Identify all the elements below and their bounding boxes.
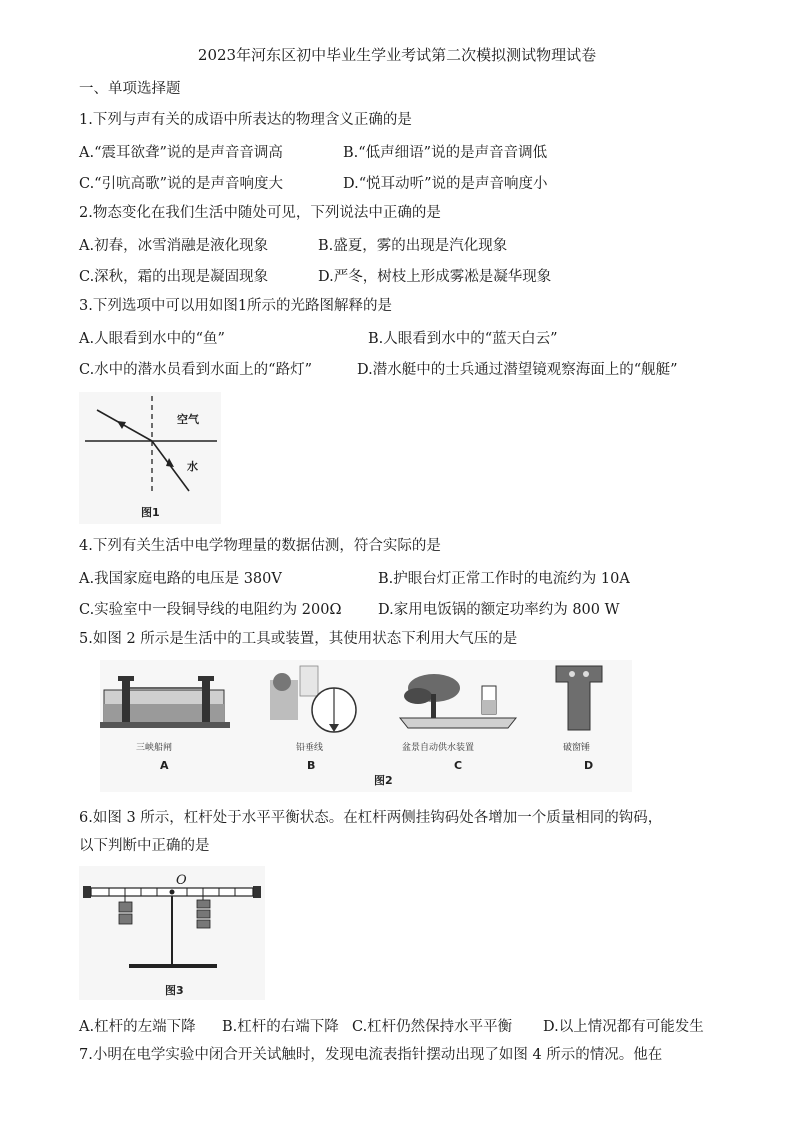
q3-option-b: B.人眼看到水中的“蓝天白云”: [368, 331, 558, 347]
question-1-stem: 1.下列与声有关的成语中所表达的物理含义正确的是: [79, 112, 412, 128]
lever-stand-base: [129, 964, 217, 968]
exam-title: 2023年河东区初中毕业生学业考试第二次模拟测试物理试卷: [197, 46, 597, 64]
q6-option-d: D.以上情况都有可能发生: [543, 1019, 704, 1035]
figure-2-caption: 图2: [374, 774, 393, 787]
figure-3-caption: 图3: [165, 984, 184, 997]
q2-option-a: A.初春，冰雪消融是液化现象: [79, 238, 269, 254]
figure-3-lever: [79, 866, 265, 1000]
figure-2-devices: [100, 660, 632, 792]
label-water: 水: [187, 460, 198, 473]
question-6-stem-line-1: 6.如图 3 所示，杠杆处于水平平衡状态。在杠杆两侧挂钩码处各增加一个质量相同的钩码，: [79, 810, 663, 826]
q6-option-a: A.杠杆的左端下降: [79, 1019, 196, 1035]
fig2-c-letter: C: [454, 759, 463, 772]
q3-option-d: D.潜水艇中的士兵通过潜望镜观察海面上的“舰艇”: [357, 362, 678, 378]
right-hook-weights: [197, 896, 210, 928]
section-heading: 一、单项选择题: [79, 81, 181, 97]
fig2-a-name: 三峡船闸: [136, 743, 173, 753]
q2-option-d: D.严冬，树枝上形成雾凇是凝华现象: [318, 269, 552, 285]
question-4-stem: 4.下列有关生活中电学物理量的数据估测，符合实际的是: [79, 538, 441, 554]
q1-option-a: A.“震耳欲聋”说的是声音音调高: [79, 145, 283, 161]
q2-option-b: B.盛夏，雾的出现是汽化现象: [318, 238, 508, 254]
q4-option-a: A.我国家庭电路的电压是 380V: [79, 571, 282, 587]
q6-option-c: C.杠杆仍然保持水平平衡: [352, 1019, 513, 1035]
q4-option-d: D.家用电饭锅的额定功率约为 800 W: [378, 602, 620, 618]
q4-option-c: C.实验室中一段铜导线的电阻约为 200Ω: [79, 602, 342, 618]
fig2-b-letter: B: [307, 759, 316, 772]
q3-option-c: C.水中的潜水员看到水面上的“路灯”: [79, 362, 313, 378]
fig2-c-name: 盆景自动供水装置: [402, 743, 475, 753]
q1-option-b: B.“低声细语”说的是声音音调低: [343, 145, 548, 161]
q3-option-a: A.人眼看到水中的“鱼”: [79, 331, 225, 347]
q1-option-d: D.“悦耳动听”说的是声音响度小: [343, 176, 548, 192]
figure-1-light-path: [79, 392, 221, 524]
question-7-stem: 7.小明在电学实验中闭合开关试触时，发现电流表指针摆动出现了如图 4 所示的情况。他在: [79, 1047, 663, 1063]
fig2-d-letter: D: [584, 759, 594, 772]
left-balance-nut: [83, 886, 91, 898]
right-balance-nut: [253, 886, 261, 898]
fig2-a-letter: A: [160, 759, 169, 772]
question-2-stem: 2.物态变化在我们生活中随处可见，下列说法中正确的是: [79, 205, 441, 221]
question-6-stem-line-2: 以下判断中正确的是: [79, 838, 210, 854]
q4-option-b: B.护眼台灯正常工作时的电流约为 10A: [378, 571, 630, 587]
fig2-d-name: 破窗锤: [563, 743, 591, 753]
label-air: 空气: [177, 413, 199, 426]
pivot-label: O: [176, 873, 187, 888]
question-3-stem: 3.下列选项中可以用如图1所示的光路图解释的是: [79, 298, 393, 314]
fig2-b-name: 铅垂线: [296, 743, 324, 753]
q6-option-b: B.杠杆的右端下降: [222, 1019, 339, 1035]
q2-option-c: C.深秋，霜的出现是凝固现象: [79, 269, 269, 285]
q1-option-c: C.“引吭高歌”说的是声音响度大: [79, 176, 284, 192]
pivot-point: [170, 890, 175, 895]
question-5-stem: 5.如图 2 所示是生活中的工具或装置，其使用状态下利用大气压的是: [79, 631, 518, 647]
figure-1-caption: 图1: [141, 506, 160, 519]
